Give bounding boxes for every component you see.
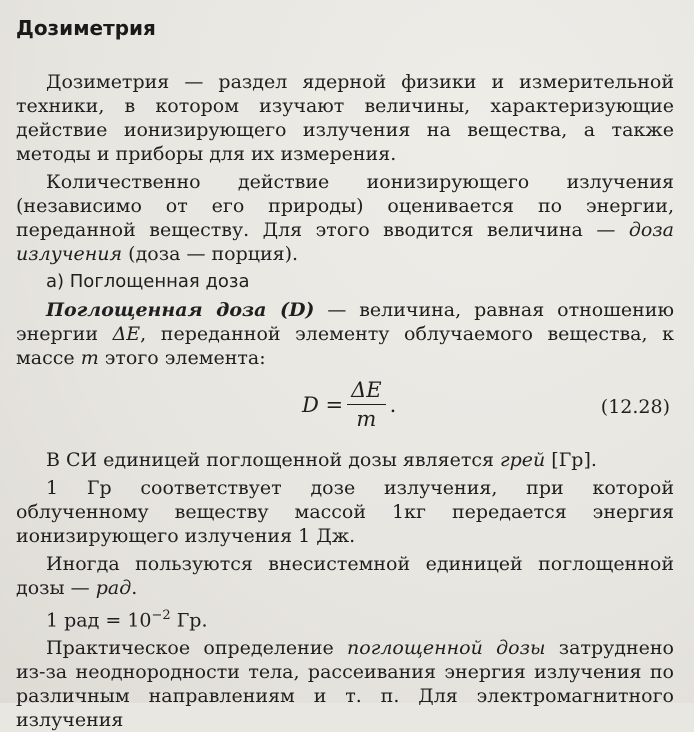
term-absorbed-dose: Поглощенная доза (D) (46, 299, 315, 321)
paragraph-rad-intro (16, 552, 674, 600)
text-run: . (131, 577, 138, 599)
formula-block (16, 374, 674, 440)
text-run: Количественно действие ионизирующего излучения (независимо от его природы) оценивается по энергии, переданной веществу. Для этого вводится величина — (16, 171, 674, 241)
term-rad: рад (95, 577, 132, 599)
symbol-delta-e: ΔE (112, 323, 141, 345)
paragraph-dosimetry-definition: Дозиметрия — раздел ядерной физики и измерительной техники, в котором изучают величины, характеризующие действие ионизирующего излучения на вещества, а также методы и приборы для их измерения. (16, 71, 674, 165)
text-run: В СИ единицей поглощенной дозы является (46, 449, 501, 471)
formula-absorbed-dose (302, 378, 396, 431)
text-run: — величина, равная отношению энергии (16, 299, 674, 345)
term-gray: грей (500, 449, 546, 471)
text-run: этого элемента: (98, 347, 266, 369)
paragraph-rad-conversion (16, 604, 674, 632)
text-run: Гр. (170, 609, 208, 632)
paragraph-dose-intro (16, 170, 674, 266)
text-run: (доза — порция). (122, 243, 299, 265)
exponent: −2 (151, 608, 171, 623)
section-heading: Дозиметрия (16, 16, 156, 40)
formula-denominator: m (356, 407, 377, 431)
text-run: Иногда пользуются внесистемной единицей поглощенной дозы — (16, 553, 674, 599)
subheading-absorbed-dose: а) Поглощенная доза (46, 271, 250, 292)
formula-lhs: D = (302, 392, 344, 417)
formula-fraction (347, 378, 386, 431)
paragraph-si-unit (16, 448, 674, 472)
formula-tail: . (389, 392, 397, 417)
paragraph-absorbed-dose-definition (16, 298, 674, 370)
equation-number: (12.28) (600, 396, 670, 418)
text-run: 1 рад = 10 (46, 609, 152, 632)
formula-numerator: ΔE (347, 378, 386, 405)
term-absorbed-dose-italic: поглощенной дозы (347, 637, 546, 660)
paragraph-gray-definition: 1 Гр соответствует дозе излучения, при которой облученному веществу массой 1кг передается энергия ионизирующего излучения 1 Дж. (16, 477, 674, 547)
text-run: Практическое определение (46, 637, 348, 660)
term-dose: доза излучения (16, 219, 674, 265)
text-run: затруднено из-за неоднородности тела, рассеивания энергия излучения по различным направлениям и т. п. Для электромагнитного излучения (16, 637, 674, 732)
symbol-m: m (80, 347, 99, 369)
text-run: [Гр]. (545, 449, 597, 471)
text-run: , переданной элементу облучаемого вещества, к массе (16, 323, 674, 369)
paragraph-practical-determination (16, 636, 674, 732)
